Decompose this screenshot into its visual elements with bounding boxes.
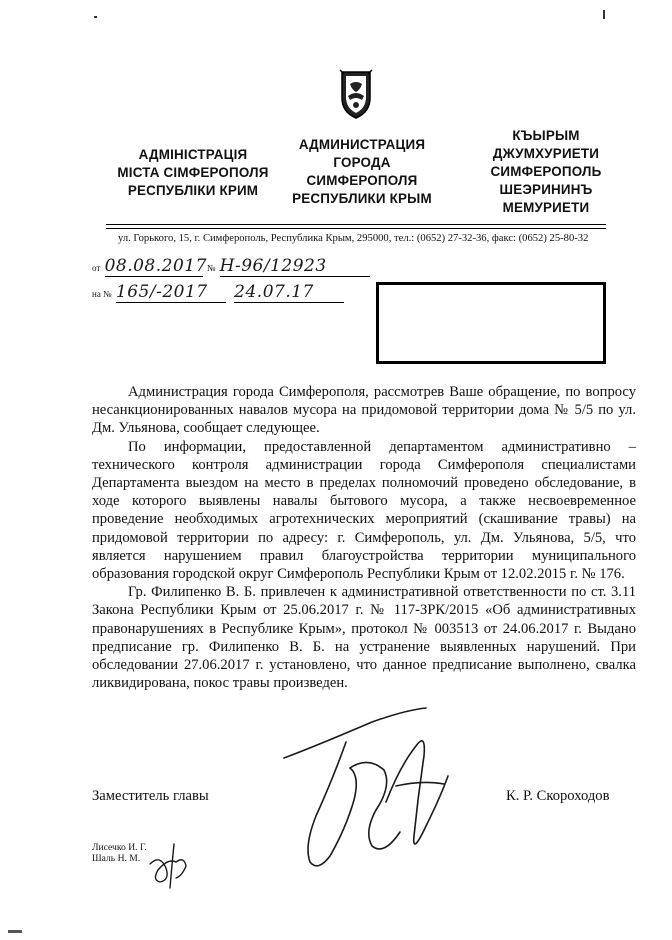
crimea-coat-of-arms-icon [336,68,376,120]
scan-mark [8,930,22,933]
header-center-line: АДМИНИСТРАЦИЯ [298,137,426,152]
header-left-line: МІСТА СІМФЕРОПОЛЯ [117,165,269,180]
header-right-block [466,127,626,217]
header-right-line: МЕМУРИЕТИ [502,200,590,215]
header-left-line: АДМІНІСТРАЦІЯ [138,147,248,162]
signatory-name: К. Р. Скороходов [506,788,610,804]
header-right-line: ДЖУМХУРИЕТИ [492,146,600,161]
handwritten-signature [276,706,466,876]
incoming-number: 165/-2017 [116,282,226,303]
header-divider [106,224,606,225]
outgoing-reference [92,256,382,277]
header-left-line: РЕСПУБЛІКИ КРИМ [127,183,259,198]
handwritten-initials [146,834,190,894]
letter-body [92,383,636,692]
organization-address: ул. Горького, 15, г. Симферополь, Республика Крым, 295000, тел.: (0652) 27-32-36, факс: (0652) 25-80-32 [118,233,589,244]
number-label: № [206,263,216,273]
header-right-line: ШЕЭРИНИНЪ [499,182,593,197]
from-label: от [92,263,101,273]
body-paragraph: Администрация города Симферополя, рассмотрев Ваше обращение, по вопросу несанкционированных навалов мусора на придомовой территории дома № 5/5 по ул. Дм. Ульянова, сообщает следующее. [92,384,636,437]
body-paragraph: Гр. Филипенко В. Б. привлечен к административной ответственности по ст. 3.11 Закона Республики Крым от 25.06.2017 г. № 117-ЗРК/2015 «Об административных правонарушениях в Республике Крым», протокол № 003513 от 24.06.2017 г. Выдано предписание гр. Филипенко В. Б. на устранение выявленных нарушений. При обследовании 27.06.2017 г. установлено, что данное предписание выполнено, свалка ликвидирована, покос травы произведен. [92,584,636,692]
header-center-line: СИМФЕРОПОЛЯ [306,173,418,188]
to-label: на № [92,289,112,299]
signatory-position: Заместитель главы [92,788,209,804]
header-divider [106,228,606,229]
executors-block [92,842,147,864]
header-center-line: РЕСПУБЛИКИ КРЫМ [292,191,432,206]
scan-mark [94,16,97,18]
header-center-line: ГОРОДА [333,155,391,170]
executor-name: Шаль Н. М. [92,853,141,864]
executor-name: Лисечко И. Г. [92,842,147,853]
header-right-line: КЪЫРЫМ [512,128,580,143]
incoming-reference [92,282,382,303]
redacted-recipient-box [376,282,606,364]
incoming-date: 24.07.17 [234,282,344,303]
header-right-line: СИМФЕРОПОЛЬ [490,164,602,179]
outgoing-date: 08.08.2017 [104,256,207,276]
header-center-block [262,136,462,208]
scan-mark [603,10,605,19]
outgoing-number: Н-96/12923 [220,256,370,277]
body-paragraph: По информации, предоставленной департаментом административно – технического контроля администрации города Симферополя специалистами Департамента выездом на место в пределах полномочий проведено обследование, в ходе которого выявлены навалы бытового мусора, а также несвоевременное проведение необходимых агротехнических мероприятий (скашивание травы) на придомовой территории по адресу: г. Симферополь, ул. Дм. Ульянова, 5/5, что является нарушением правил благоустройства территории муниципального образования городской округ Симферополь Республики Крым от 12.02.2015 г. № 176. [92,438,636,583]
